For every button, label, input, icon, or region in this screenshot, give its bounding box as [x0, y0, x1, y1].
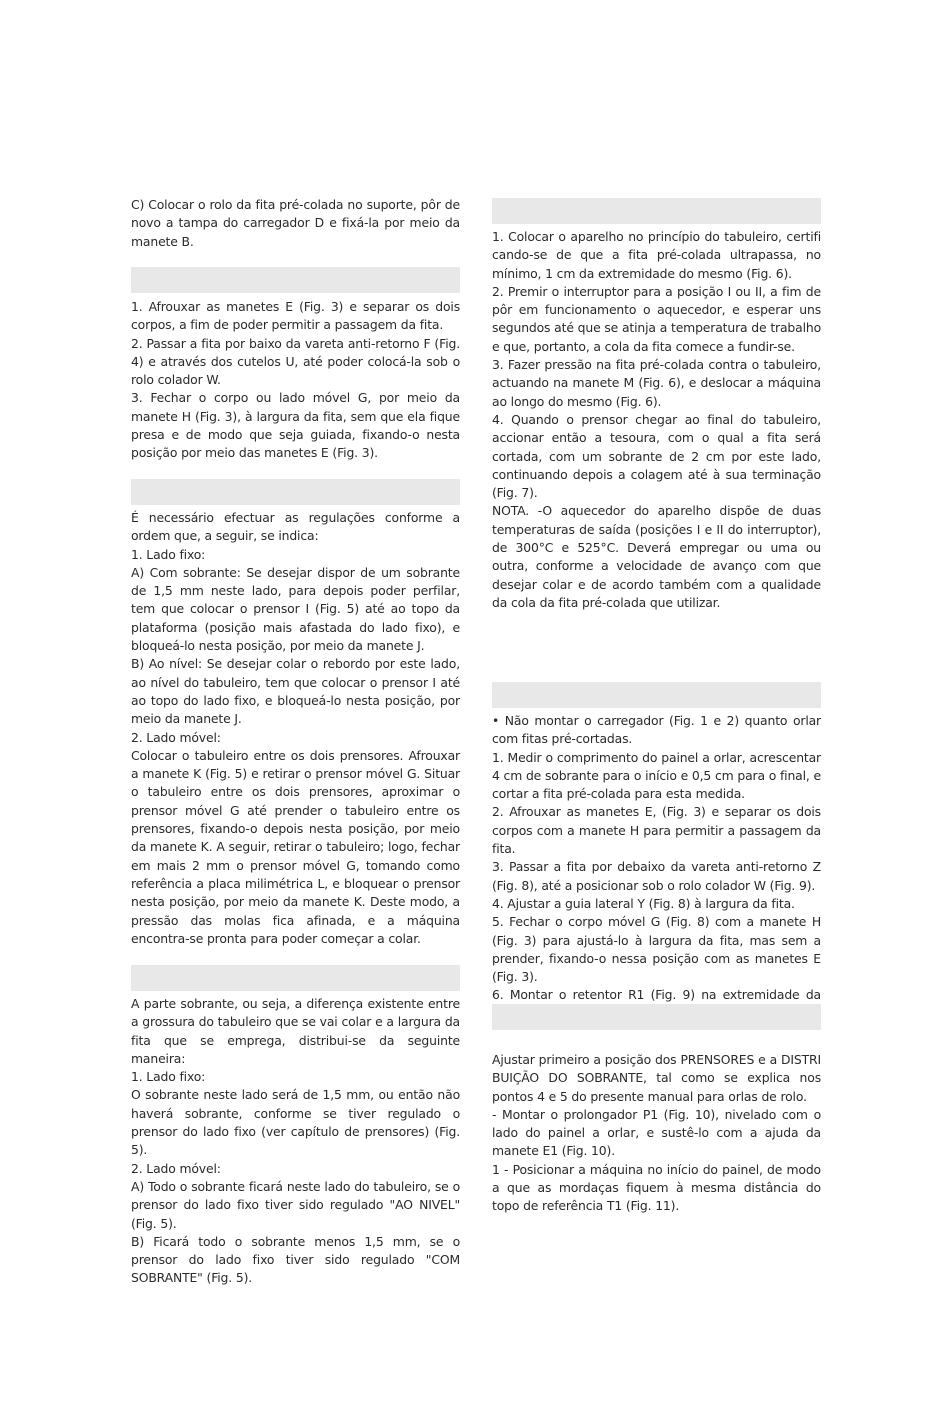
- paragraph-precut-tapes: • Não montar o carregador (Fig. 1 e 2) quanto orlar com fitas pré-cortadas. 1. Medir o comprimento do painel a orlar, acrescentar 4 cm de sobrante para o início e 0,5 cm para o final, e cortar a fita pré-colada para esta medida. 2. Afrouxar as manetes E, (Fig. 3) e separar os dois corpos com a manete H para permitir a passagem da fita. 3. Passar a fita por debaixo da vareta anti-retorno Z (Fig. 8), até a posicionar sob o rolo colador W (Fig. 9). 4. Ajustar a guia lateral Y (Fig. 8) à largura da fita. 5. Fechar o corpo móvel G (Fig. 8) com a manete H (Fig. 3) para ajustá-lo à largura da fita, mas sem a prender, fixando-o nessa posição com as manetes E (Fig. 3). 6. Montar o retentor R1 (Fig. 9) na extremidade da: [492, 713, 821, 1003]
- section-header-bar: [492, 198, 821, 224]
- section-header-bar: [131, 267, 460, 293]
- paragraph-gluing-procedure: 1. Colocar o aparelho no princípio do tabuleiro, certifi cando-se de que a fita pré-colada ultrapassa, no mínimo, 1 cm da extremidade do mesmo (Fig. 6). 2. Premir o interruptor para a posição I ou II, a fim de pôr em funcionamento o aquecedor, e esperar uns segundos até que se atinja a temperatura de trabalho e que, portanto, a cola da fita comece a fundir-se. 3. Fazer pressão na fita pré-colada contra o tabuleiro, actuando na manete M (Fig. 6), e deslocar a máquina ao longo do mesmo (Fig. 6). 4. Quando o prensor chegar ao final do tabuleiro, accionar então a tesoura, com o qual a fita será cortada, com um sobrante de 2 cm por este lado, continuando depois a colagem até à sua terminação (Fig. 7). NOTA. -O aquecedor do aparelho dispõe de duas temperaturas de saída (posições I e II do interruptor), de 300°C e 525°C. Deverá empregar ou uma ou outra, conforme a velocidade de avanço com que desejar colar e de acordo também com a qualidade da cola da fita pré-colada que utilizar.: [492, 229, 821, 610]
- paragraph-extension-setup: Ajustar primeiro a posição dos PRENSORES e a DISTRI BUIÇÃO DO SOBRANTE, tal como se explica nos pontos 4 e 5 do presente manual para orlas de rolo. - Montar o prolongador P1 (Fig. 10), nivelado com o lado do painel a orlar, e sustê-lo com a ajuda da manete E1 (Fig. 10). 1 - Posicionar a máquina no início do painel, de modo a que as mordaças fiquem à mesma distância do topo de referência T1 (Fig. 11).: [492, 1052, 821, 1214]
- paragraph-presser-adjustment: É necessário efectuar as regulações conforme a ordem que, a seguir, se indica: 1. Lado fixo: A) Com sobrante: Se desejar dispor de um sobrante de 1,5 mm neste lado, para depois poder perfilar, tem que colocar o prensor I (Fig. 5) até ao topo da plataforma (posição mais afastada do lado fixo), e bloqueá-lo nesta posição, por meio da manete J. B) Ao nível: Se desejar colar o rebordo por este lado, ao nível do tabuleiro, tem que colocar o prensor I até ao topo do lado fixo, e bloqueá-lo nesta posição, por meio da manete J. 2. Lado móvel: Colocar o tabuleiro entre os dois prensores. Afrouxar a manete K (Fig. 5) e retirar o prensor móvel G. Situar o tabuleiro entre os dois prensores, aproximar o prensor móvel G até prender o tabuleiro entre os prensores, fixando-o depois nesta posição, por meio da manete K. A seguir, retirar o tabuleiro; logo, fechar em mais 2 mm o prensor móvel G, tomando como referência a placa milimétrica L, e bloquear o prensor nesta posição, por meio da manete K. Deste modo, a pressão das molas fica afinada, e a máquina encontra-se pronta para poder começar a colar.: [131, 510, 460, 946]
- section-header-bar: [492, 682, 821, 708]
- section-header-bar: [131, 479, 460, 505]
- section-header-bar: [492, 1004, 821, 1030]
- section-header-bar: [131, 965, 460, 991]
- paragraph-tape-loading: C) Colocar o rolo da fita pré-colada no suporte, pôr de novo a tampa do carregador D e fixá-la por meio da manete B.: [131, 197, 460, 249]
- paragraph-overhang-distribution: A parte sobrante, ou seja, a diferença existente entre a grossura do tabuleiro que se vai colar e a largura da fita que se emprega, distribui-se da seguinte maneira: 1. Lado fixo: O sobrante neste lado será de 1,5 mm, ou então não haverá sobrante, conforme se tiver regulado o prensor do lado fixo (ver capítulo de prensores) (Fig. 5). 2. Lado móvel: A) Todo o sobrante ficará neste lado do tabuleiro, se o prensor do lado fixo tiver sido regulado "AO NIVEL" (Fig. 5). B) Ficará todo o sobrante menos 1,5 mm, se o prensor do lado fixo tiver sido regulado "COM SOBRANTE" (Fig. 5).: [131, 996, 460, 1286]
- paragraph-tape-threading: 1. Afrouxar as manetes E (Fig. 3) e separar os dois corpos, a fim de poder permitir a passagem da fita. 2. Passar a fita por baixo da vareta anti-retorno F (Fig. 4) e através dos cutelos U, até poder colocá-la sob o rolo colador W. 3. Fechar o corpo ou lado móvel G, por meio da manete H (Fig. 3), à largura da fita, sem que ela fique presa e de modo que seja guiada, fixando-o nesta posição por meio das manetes E (Fig. 3).: [131, 299, 460, 461]
